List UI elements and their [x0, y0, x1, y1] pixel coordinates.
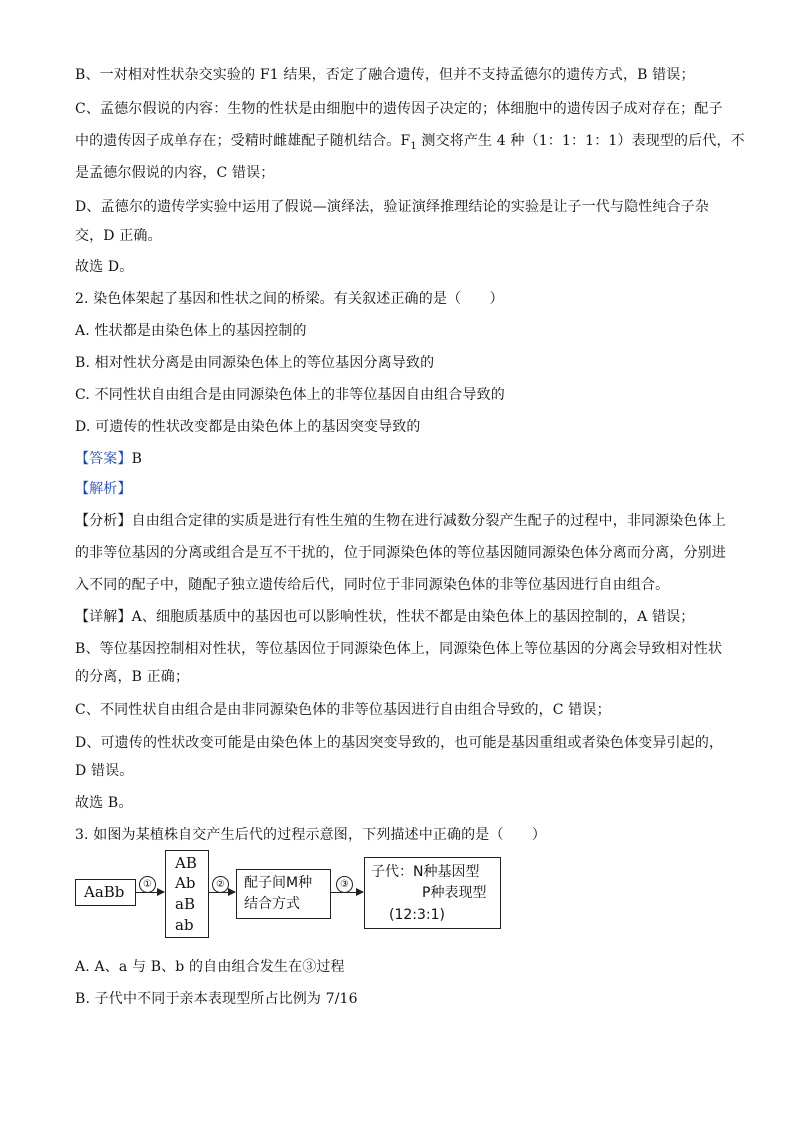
text-line: [75, 198, 709, 216]
text-line: [75, 290, 504, 308]
line-text: 【分析】自由组合定律的实质是进行有性生殖的生物在进行减数分裂产生配子的过程中，非同源染色体上: [75, 513, 726, 529]
line-text: 故选 B。: [75, 795, 133, 811]
text-line: [75, 100, 723, 118]
text-line: [75, 480, 132, 498]
line-text: 测交将产生 4 种（1：1：1：1）表现型的后代，不: [416, 133, 745, 149]
offspring-box: [364, 857, 501, 929]
step-3-label: ③: [336, 876, 353, 893]
text-line: [75, 990, 358, 1008]
gamete: Ab: [175, 874, 196, 892]
text-line: [75, 640, 722, 658]
line-text: 3. 如图为某植株自交产生后代的过程示意图，下列描述中正确的是（ ）: [75, 827, 547, 843]
process-diagram: [75, 846, 505, 942]
gamete: ab: [175, 916, 194, 934]
line-text: B、等位基因控制相对性状，等位基因位于同源染色体上，同源染色体上等位基因的分离会导致相对性状: [75, 641, 723, 657]
text-line: [75, 544, 726, 562]
line-text: 中的遗传因子成单存在；受精时雌雄配子随机结合。F: [75, 133, 411, 149]
line-text: B、一对相对性状杂交实验的 F1 结果，否定了融合遗传，但并不支持孟德尔的遗传方式，B 错误；: [75, 67, 695, 83]
line-text: 入不同的配子中，随配子独立遗传给后代，同时位于非同源染色体的非等位基因进行自由组合。: [75, 577, 670, 593]
line-text: 2. 染色体架起了基因和性状之间的桥梁。有关叙述正确的是（ ）: [75, 291, 504, 307]
line-text: D 错误。: [75, 763, 134, 779]
parent-genotype: AaBb: [84, 883, 125, 901]
step-1-label: ①: [139, 876, 156, 893]
text-line: [75, 794, 133, 812]
text-line: [75, 958, 345, 976]
line-text: C、孟德尔假说的内容：生物的性状是由细胞中的遗传因子决定的；体细胞中的遗传因子成对存在；配子: [75, 101, 723, 117]
line-text: D. 可遗传的性状改变都是由染色体上的基因突变导致的: [75, 419, 421, 435]
line-text: B. 子代中不同于亲本表现型所占比例为 7/16: [75, 991, 358, 1007]
section-tag: 【答案】: [75, 451, 132, 467]
line-text: 的非等位基因的分离或组合是互不干扰的，位于同源染色体的等位基因随同源染色体分离而分离，分别进: [75, 545, 726, 561]
line-text: 交，D 正确。: [75, 228, 162, 244]
text-line: [75, 132, 745, 156]
text-line: [75, 701, 611, 719]
text-line: [75, 450, 142, 468]
line-text: C、不同性状自由组合是由非同源染色体的非等位基因进行自由组合导致的，C 错误；: [75, 702, 611, 718]
gametes-box: [165, 850, 209, 938]
combination-box: [236, 869, 331, 919]
text-line: [75, 164, 274, 182]
step-2-label: ②: [212, 876, 229, 893]
subscript: 1: [410, 140, 417, 152]
line-text: D、孟德尔的遗传学实验中运用了假说—演绎法，验证演绎推理结论的实验是让子一代与隐性纯合子杂: [75, 199, 709, 215]
text-line: [75, 258, 133, 276]
text-line: [75, 576, 669, 594]
offspring-genotypes: 子代：N种基因型: [371, 864, 480, 880]
text-line: [75, 512, 726, 530]
text-line: [75, 418, 421, 436]
section-tag: 【解析】: [75, 481, 132, 497]
combination-text: 结合方式: [244, 896, 300, 912]
line-text: 的分离，B 正确；: [75, 669, 190, 685]
text-line: [75, 762, 133, 780]
text-line: [75, 826, 546, 844]
line-text: C. 不同性状自由组合是由同源染色体上的非等位基因自由组合导致的: [75, 387, 505, 403]
text-line: [75, 386, 505, 404]
parent-box: [75, 879, 136, 906]
text-line: [75, 608, 694, 626]
text-line: [75, 668, 189, 686]
offspring-phenotypes: P种表现型: [422, 885, 487, 901]
line-text: 是孟德尔假说的内容，C 错误；: [75, 165, 275, 181]
gamete: aB: [175, 895, 195, 913]
text-line: [75, 66, 695, 84]
line-text: A. A、a 与 B、b 的自由组合发生在③过程: [75, 959, 345, 975]
line-text: B: [131, 451, 143, 467]
text-line: [75, 227, 162, 245]
line-text: 故选 D。: [75, 259, 134, 275]
line-text: A. 性状都是由染色体上的基因控制的: [75, 323, 307, 339]
line-text: 【详解】A、细胞质基质中的基因也可以影响性状，性状不都是由染色体上的基因控制的，A 错误；: [75, 609, 695, 625]
text-line: [75, 322, 307, 340]
gamete: AB: [175, 854, 197, 872]
line-text: D、可遗传的性状改变可能是由染色体上的基因突变导致的，也可能是基因重组或者染色体变异引起的，: [75, 735, 724, 751]
combination-text: 配子间M种: [244, 875, 313, 891]
offspring-ratio: (12:3:1): [389, 907, 445, 923]
line-text: B. 相对性状分离是由同源染色体上的等位基因分离导致的: [75, 355, 435, 371]
text-line: [75, 354, 434, 372]
text-line: [75, 734, 723, 752]
